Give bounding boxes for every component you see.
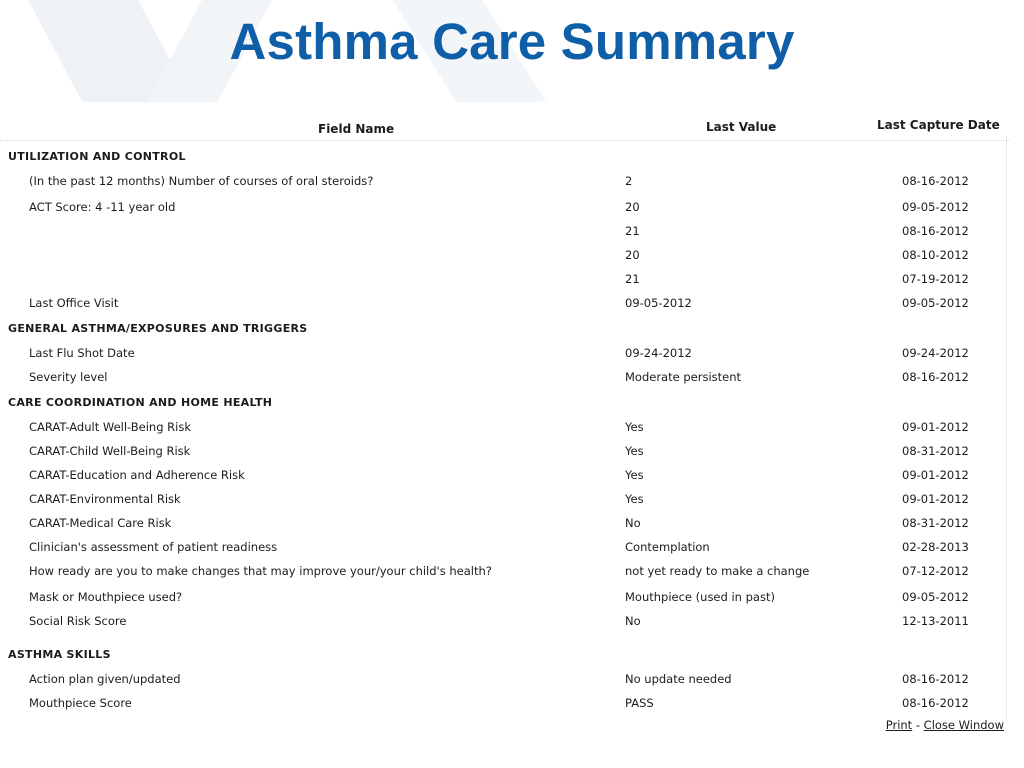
table-row (0, 696, 1010, 718)
field-name-cell: Mouthpiece Score (29, 696, 132, 710)
field-name-cell: CARAT-Education and Adherence Risk (29, 468, 245, 482)
table-row (0, 672, 1010, 694)
capture-date-cell: 08-31-2012 (902, 516, 969, 530)
capture-date-cell: 08-16-2012 (902, 672, 969, 686)
last-value-cell: PASS (625, 696, 654, 710)
last-value-cell: Mouthpiece (used in past) (625, 590, 775, 604)
table-row (0, 564, 1010, 586)
capture-date-cell: 09-01-2012 (902, 420, 969, 434)
title-banner (0, 0, 1024, 102)
table-row (0, 614, 1010, 636)
capture-date-cell: 07-19-2012 (902, 272, 969, 286)
section-title: CARE COORDINATION AND HOME HEALTH (8, 396, 273, 409)
section-title: UTILIZATION AND CONTROL (8, 150, 186, 163)
table-row (0, 516, 1010, 538)
link-separator: - (915, 718, 921, 732)
field-name-cell: CARAT-Child Well-Being Risk (29, 444, 191, 458)
section-row (0, 322, 1010, 344)
last-value-cell: 21 (625, 224, 640, 238)
table-row (0, 174, 1010, 196)
field-name-cell: Last Flu Shot Date (29, 346, 135, 360)
section-row (0, 150, 1010, 172)
field-name-cell: (In the past 12 months) Number of courses of oral steroids? (29, 174, 374, 188)
last-value-cell: Yes (625, 468, 644, 482)
capture-date-cell: 09-01-2012 (902, 468, 969, 482)
capture-date-cell: 09-05-2012 (902, 590, 969, 604)
capture-date-cell: 09-24-2012 (902, 346, 969, 360)
section-row (0, 648, 1010, 670)
field-name-cell: Action plan given/updated (29, 672, 181, 686)
capture-date-cell: 08-16-2012 (902, 174, 969, 188)
table-row (0, 492, 1010, 514)
table-row (0, 248, 1010, 270)
close-window-link[interactable]: Close Window (923, 718, 1004, 732)
last-value-cell: Yes (625, 420, 644, 434)
capture-date-cell: 08-31-2012 (902, 444, 969, 458)
table-row (0, 444, 1010, 466)
table-row (0, 346, 1010, 368)
last-value-cell: 2 (625, 174, 633, 188)
field-name-cell: How ready are you to make changes that may improve your/your child's health? (29, 564, 492, 578)
last-value-cell: Yes (625, 444, 644, 458)
field-name-cell: Severity level (29, 370, 108, 384)
field-name-cell: Last Office Visit (29, 296, 119, 310)
capture-date-cell: 12-13-2011 (902, 614, 969, 628)
header-last-capture-date: Last Capture Date (877, 118, 1000, 132)
field-name-cell: CARAT-Environmental Risk (29, 492, 181, 506)
last-value-cell: 09-24-2012 (625, 346, 692, 360)
table-row (0, 468, 1010, 490)
last-value-cell: 09-05-2012 (625, 296, 692, 310)
capture-date-cell: 09-01-2012 (902, 492, 969, 506)
capture-date-cell: 08-16-2012 (902, 224, 969, 238)
table-row (0, 296, 1010, 318)
field-name-cell: CARAT-Medical Care Risk (29, 516, 172, 530)
capture-date-cell: 08-10-2012 (902, 248, 969, 262)
last-value-cell: Moderate persistent (625, 370, 742, 384)
capture-date-cell: 08-16-2012 (902, 370, 969, 384)
last-value-cell: No update needed (625, 672, 732, 686)
last-value-cell: 21 (625, 272, 640, 286)
field-name-cell: ACT Score: 4 -11 year old (29, 200, 176, 214)
field-name-cell: CARAT-Adult Well-Being Risk (29, 420, 192, 434)
header-last-value: Last Value (706, 120, 777, 134)
header-field-name: Field Name (318, 122, 395, 136)
field-name-cell: Mask or Mouthpiece used? (29, 590, 183, 604)
table-row (0, 272, 1010, 294)
header-divider (0, 140, 1010, 141)
capture-date-cell: 08-16-2012 (902, 696, 969, 710)
summary-table (0, 102, 1010, 744)
print-link[interactable]: Print (885, 718, 913, 732)
last-value-cell: Yes (625, 492, 644, 506)
section-title: ASTHMA SKILLS (8, 648, 111, 661)
table-row (0, 540, 1010, 562)
last-value-cell: 20 (625, 248, 640, 262)
capture-date-cell: 02-28-2013 (902, 540, 969, 554)
field-name-cell: Social Risk Score (29, 614, 127, 628)
footer-links (886, 718, 1004, 732)
capture-date-cell: 09-05-2012 (902, 200, 969, 214)
last-value-cell: No (625, 516, 641, 530)
section-title: GENERAL ASTHMA/EXPOSURES AND TRIGGERS (8, 322, 308, 335)
section-row (0, 396, 1010, 418)
page-title: Asthma Care Summary (229, 13, 795, 70)
table-row (0, 370, 1010, 392)
table-row (0, 590, 1010, 612)
field-name-cell: Clinician's assessment of patient readiness (29, 540, 278, 554)
last-value-cell: not yet ready to make a change (625, 564, 810, 578)
last-value-cell: 20 (625, 200, 640, 214)
table-row (0, 200, 1010, 222)
capture-date-cell: 09-05-2012 (902, 296, 969, 310)
table-row (0, 224, 1010, 246)
capture-date-cell: 07-12-2012 (902, 564, 969, 578)
last-value-cell: Contemplation (625, 540, 710, 554)
table-row (0, 420, 1010, 442)
last-value-cell: No (625, 614, 641, 628)
